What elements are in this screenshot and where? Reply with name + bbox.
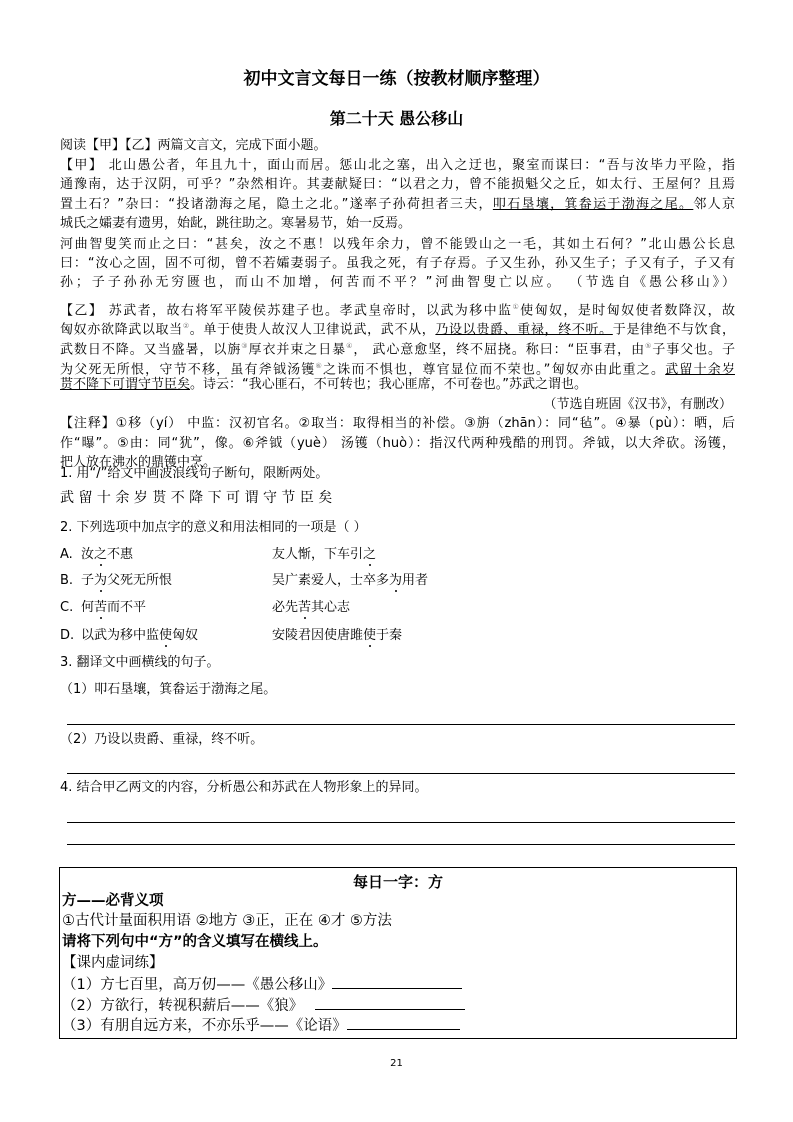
- dotted-character: 之: [94, 547, 108, 562]
- yi-source: （节选自班固《汉书》，有删改）: [543, 397, 732, 412]
- box-meanings: ①古代计量面积用语 ②地方 ③正，正在 ④才 ⑤方法: [62, 913, 392, 929]
- text-segment: 之诛而不惧也，尊官显位而不荣也。”匈奴亦由此重之。: [323, 362, 666, 378]
- text-segment: 其心志: [311, 600, 351, 615]
- footnote-marker: ⑥: [315, 362, 324, 370]
- dotted-character: 苦: [298, 600, 312, 615]
- box-section: 【课内虚词练】: [62, 955, 164, 971]
- underlined-sentence: 乃设以贵爵、重禄，终不听。: [435, 322, 613, 338]
- option-phrase: [272, 627, 402, 645]
- text-segment: 置土石？”杂曰：“投诸渤海之尾，隐土之北。”遂率子孙荷担者三夫，: [60, 197, 493, 212]
- option-b[interactable]: [60, 572, 735, 590]
- box-item: （1）方七百里，高万仞——《愚公移山》: [62, 977, 333, 993]
- document-title: 初中文言文每日一练（按教材顺序整理）: [243, 69, 550, 89]
- question-2: 2. 下列选项中加点字的意义和用法相同的一项是（ ）: [60, 520, 367, 535]
- text-segment: 匈奴亦欲降武以取当: [60, 322, 183, 338]
- text-segment: 城氏之孀妻有遗男，始龀，跳往助之。寒暑易节，始一反焉。: [60, 216, 412, 231]
- answer-line[interactable]: [67, 724, 735, 725]
- text-segment: 汝: [81, 547, 95, 562]
- passage-line: [60, 236, 735, 254]
- option-phrase: [81, 572, 172, 590]
- text-segment: 【甲】 北山愚公者，年且九十，面山而居。惩山北之塞，出入之迂也，聚室而谋曰：“吾与汝毕力平险，指: [60, 158, 735, 173]
- q3-item: （2）乃设以贵爵、重禄，终不听。: [60, 732, 264, 747]
- dotted-character: 使: [363, 628, 377, 643]
- text-segment: 匈奴: [172, 628, 199, 643]
- underlined-sentence: 武留十余岁: [665, 362, 735, 378]
- underlined-sentence: 贳不降下可谓守节臣矣: [60, 377, 191, 392]
- page-number: 21: [390, 1058, 403, 1069]
- text-segment: 孙；子子孙孙无穷匮也，而山不加增，何苦而不平？”河曲智叟亡以应。 （节选自《愚公移山》）: [60, 275, 735, 290]
- option-d[interactable]: [60, 627, 735, 645]
- fill-blank[interactable]: [332, 974, 462, 989]
- passage-line: [60, 215, 735, 233]
- question-4: 4. 结合甲乙两文的内容，分析愚公和苏武在人物形象上的异同。: [60, 780, 428, 795]
- option-a[interactable]: [60, 546, 735, 564]
- box-item: （2）方欲行，转视积薪后——《狼》: [62, 998, 304, 1014]
- box-instruction: 请将下列句中“方”的含义填写在横线上。: [62, 934, 328, 950]
- passage-line: [60, 317, 735, 339]
- text-segment: 而不平: [107, 600, 147, 615]
- text-segment: 河曲智叟笑而止之曰：“甚矣，汝之不惠！以残年余力，曾不能毁山之一毛，其如土石何？”北山愚公长息: [60, 237, 735, 252]
- text-segment: 于秦: [376, 628, 403, 643]
- passage-line: [60, 376, 735, 394]
- fill-blank[interactable]: [347, 1015, 460, 1030]
- text-segment: 用者: [402, 573, 429, 588]
- dotted-character: 使: [159, 628, 173, 643]
- option-label: B.: [60, 573, 74, 588]
- text-segment: 为父死无所恨，守节不移，虽有斧钺汤镬: [60, 362, 316, 378]
- text-segment: 以武为移中监: [81, 628, 160, 643]
- text-segment: 。诗云：“我心匪石，不可转也；我心匪席，不可卷也。”苏武之谓也。: [190, 377, 587, 392]
- option-label: C.: [60, 600, 74, 615]
- passage-line: [60, 157, 735, 175]
- lesson-title: 第二十天 愚公移山: [329, 109, 464, 128]
- dotted-character: 为: [94, 573, 108, 588]
- daily-word-box: [59, 867, 737, 1039]
- footnote-marker: ③: [241, 342, 249, 350]
- text-segment: 【乙】 苏武者，故右将军平陵侯苏建子也。孝武皇帝时，以武为移中监: [60, 303, 513, 319]
- text-segment: 厚衣并束之日暴: [248, 342, 347, 358]
- passage-line: [60, 255, 735, 273]
- text-segment: 何: [81, 600, 95, 615]
- option-label: D.: [60, 628, 75, 643]
- box-heading: 方——必背义项: [62, 893, 164, 909]
- dotted-character: 苦: [94, 600, 108, 615]
- text-segment: 吴广素爱人，士卒多: [272, 573, 390, 588]
- text-segment: 不惠: [107, 547, 134, 562]
- text-segment: 子: [81, 573, 95, 588]
- footnote-marker: ⑤: [645, 342, 653, 350]
- option-phrase: [272, 599, 350, 617]
- dotted-character: 为: [389, 573, 403, 588]
- answer-line[interactable]: [67, 822, 735, 823]
- text-segment: 于是律绝不与饮食，: [612, 322, 735, 338]
- dotted-character: 之: [363, 547, 377, 562]
- text-segment: 曰：“汝心之固，固不可彻，曾不若孀妻弱子。虽我之死，有子存焉。子又生孙，孙又生子；子又有子，子又有: [60, 256, 735, 271]
- option-phrase: [272, 546, 376, 564]
- text-segment: 。单于使贵人故汉人卫律说武，武不从，: [189, 322, 436, 338]
- text-segment: 父死无所恨: [107, 573, 173, 588]
- footnote-marker: ②: [182, 322, 190, 330]
- question-3: 3. 翻译文中画横线的句子。: [60, 655, 220, 670]
- footnote-marker: ④: [346, 342, 354, 350]
- passage-line: [60, 274, 735, 292]
- option-phrase: [272, 572, 428, 590]
- underlined-sentence: 叩石垦壤，箕畚运于渤海之尾。: [492, 197, 694, 212]
- passage-line: [60, 196, 735, 214]
- option-phrase: [81, 627, 198, 645]
- option-label: A.: [60, 547, 73, 562]
- note-line: 【注释】①移（yí） 中监：汉初官名。②取当：取得相当的补偿。③旃（zhān）：同“毡”。④暴（pù）：晒，后: [60, 416, 735, 431]
- text-segment: 武数日不降。又当盛暑，以旃: [60, 342, 242, 358]
- answer-line[interactable]: [67, 844, 735, 845]
- text-segment: 邻人京: [693, 197, 735, 212]
- box-item: （3）有朋自远方来，不亦乐乎——《论语》: [62, 1018, 347, 1034]
- text-segment: 通豫南，达于汉阴，可乎？”杂然相许。其妻献疑曰：“以君之力，曾不能损魁父之丘，如太行、王屋何？且焉: [60, 177, 735, 192]
- text-segment: 必先: [272, 600, 299, 615]
- option-phrase: [81, 599, 146, 617]
- text-segment: ， 武心意愈坚，终不屈挠。称曰：“臣事君，由: [353, 342, 646, 358]
- question-1: 1. 用“/”给文中画波浪线句子断句，限断两处。: [60, 466, 329, 481]
- option-phrase: [81, 546, 133, 564]
- fill-blank[interactable]: [315, 995, 465, 1010]
- note-line: 作“曝”。⑤由：同“犹”，像。⑥斧钺（yuè） 汤镬（huò）：指汉代两种残酷的刑罚。斧钺，以大斧砍。汤镬，: [60, 436, 735, 451]
- passage-line: [60, 337, 735, 359]
- text-segment: 子事父也。子: [652, 342, 735, 358]
- option-c[interactable]: [60, 599, 735, 617]
- passage-line: [60, 176, 735, 194]
- note-line: 把人放在沸水的鼎镬中烹。: [60, 455, 217, 470]
- text-segment: 使匈奴，是时匈奴使者数降汉，故: [520, 303, 735, 319]
- q3-item: （1）叩石垦壤，箕畚运于渤海之尾。: [60, 682, 277, 697]
- footnote-marker: ①: [512, 303, 521, 311]
- text-segment: 友人惭，下车引: [272, 547, 364, 562]
- reading-intro: 阅读【甲】【乙】两篇文言文，完成下面小题。: [60, 138, 327, 153]
- text-segment: 安陵君因使唐雎: [272, 628, 364, 643]
- q1-sentence: 武 留 十 余 岁 贳 不 降 下 可 谓 守 节 臣 矣: [60, 490, 333, 506]
- box-title: 每日一字：方: [352, 873, 443, 891]
- answer-line[interactable]: [67, 773, 735, 774]
